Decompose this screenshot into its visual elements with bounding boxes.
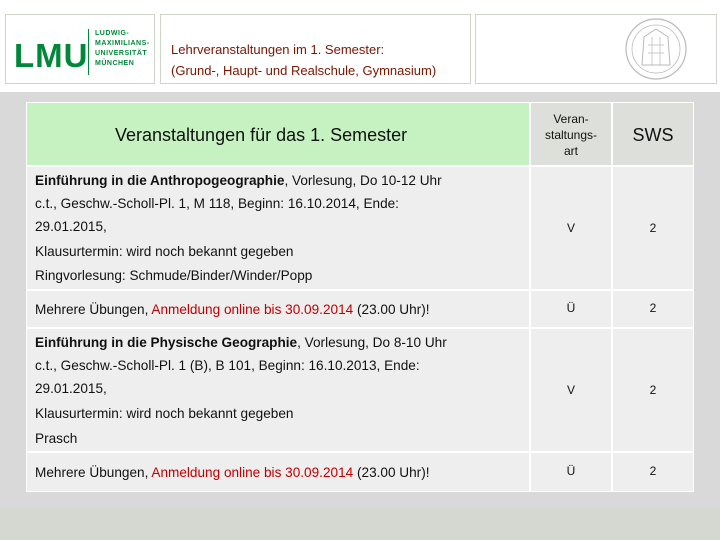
course-sws: 2 [649,383,657,397]
header-cell-sws [612,102,694,166]
lmu-logo [5,14,155,84]
logo-subtitle-line: MAXIMILIANS- [95,40,150,47]
course-line: c.t., Geschw.-Scholl-Pl. 1 (B), B 101, Beginn: 16.10.2013, Ende: [35,358,420,373]
table-cell-type [530,166,612,290]
table-cell-sws [612,290,694,328]
registration-time: (23.00 Uhr)! [353,302,430,317]
page-subtitle: (Grund-, Haupt- und Realschule, Gymnasium) [171,63,437,78]
course-type: V [566,221,575,235]
column-header-type-line: Veran- [553,112,589,126]
course-line: 29.01.2015, [35,219,107,234]
course-type: Ü [566,301,576,315]
course-line: Klausurtermin: wird noch bekannt gegeben [35,244,294,259]
table-row-exercise [26,452,530,492]
course-line: Ringvorlesung: Schmude/Binder/Winder/Popp [35,268,313,283]
course-line: Klausurtermin: wird noch bekannt gegeben [35,406,294,421]
registration-note: Anmeldung online bis [151,465,286,480]
course-type: Ü [566,464,576,478]
course-line: 29.01.2015, [35,381,107,396]
footer-strip [0,508,720,540]
table-cell-sws [612,328,694,452]
course-line: c.t., Geschw.-Scholl-Pl. 1, M 118, Beginn: 16.10.2014, Ende: [35,196,399,211]
logo-wordmark: LMU [14,37,89,74]
course-line: Prasch [35,431,78,446]
course-type: V [566,383,575,397]
column-header-courses: Veranstaltungen für das 1. Semester [115,125,408,145]
table-cell-type [530,452,612,492]
course-sws: 2 [649,301,657,315]
page-title: Lehrveranstaltungen im 1. Semester: [171,42,385,57]
column-header-sws: SWS [632,125,674,145]
course-title: Einführung in die Anthropogeographie [35,173,285,188]
exercise-line [35,461,430,484]
table-cell-type [530,328,612,452]
course-sws: 2 [649,221,657,235]
table-cell-type [530,290,612,328]
course-detail: , Vorlesung, Do 10-12 Uhr [284,173,442,188]
exercise-line [35,298,430,321]
table-cell-sws [612,452,694,492]
registration-time: (23.00 Uhr)! [353,465,430,480]
logo-subtitle [95,29,150,69]
seal-box [475,14,717,84]
logo-divider [88,29,89,75]
registration-deadline: 30.09.2014 [285,465,354,480]
exercise-text: Mehrere Übungen, [35,465,152,480]
registration-deadline: 30.09.2014 [285,302,354,317]
table-row-exercise [26,290,530,328]
exercise-text: Mehrere Übungen, [35,302,152,317]
header-cell-main [26,102,530,166]
column-header-type [531,111,611,159]
table-cell-sws [612,166,694,290]
header-cell-art [530,102,612,166]
column-header-type-line: staltungs- [544,128,598,142]
table-row-course [26,166,530,290]
logo-subtitle-line: LUDWIG- [95,30,130,37]
header [0,0,720,92]
registration-note: Anmeldung online bis [151,302,286,317]
course-table [26,102,694,492]
table-row-course [26,328,530,452]
logo-subtitle-line: MÜNCHEN [95,60,135,67]
course-detail: , Vorlesung, Do 8-10 Uhr [297,335,447,350]
course-line [35,169,442,192]
logo-subtitle-line: UNIVERSITÄT [95,50,148,57]
course-title: Einführung in die Physische Geographie [35,335,298,350]
title-box [160,14,471,84]
column-header-type-line: art [563,144,578,158]
university-seal-icon [476,15,716,83]
course-sws: 2 [649,464,657,478]
course-line [35,331,447,354]
